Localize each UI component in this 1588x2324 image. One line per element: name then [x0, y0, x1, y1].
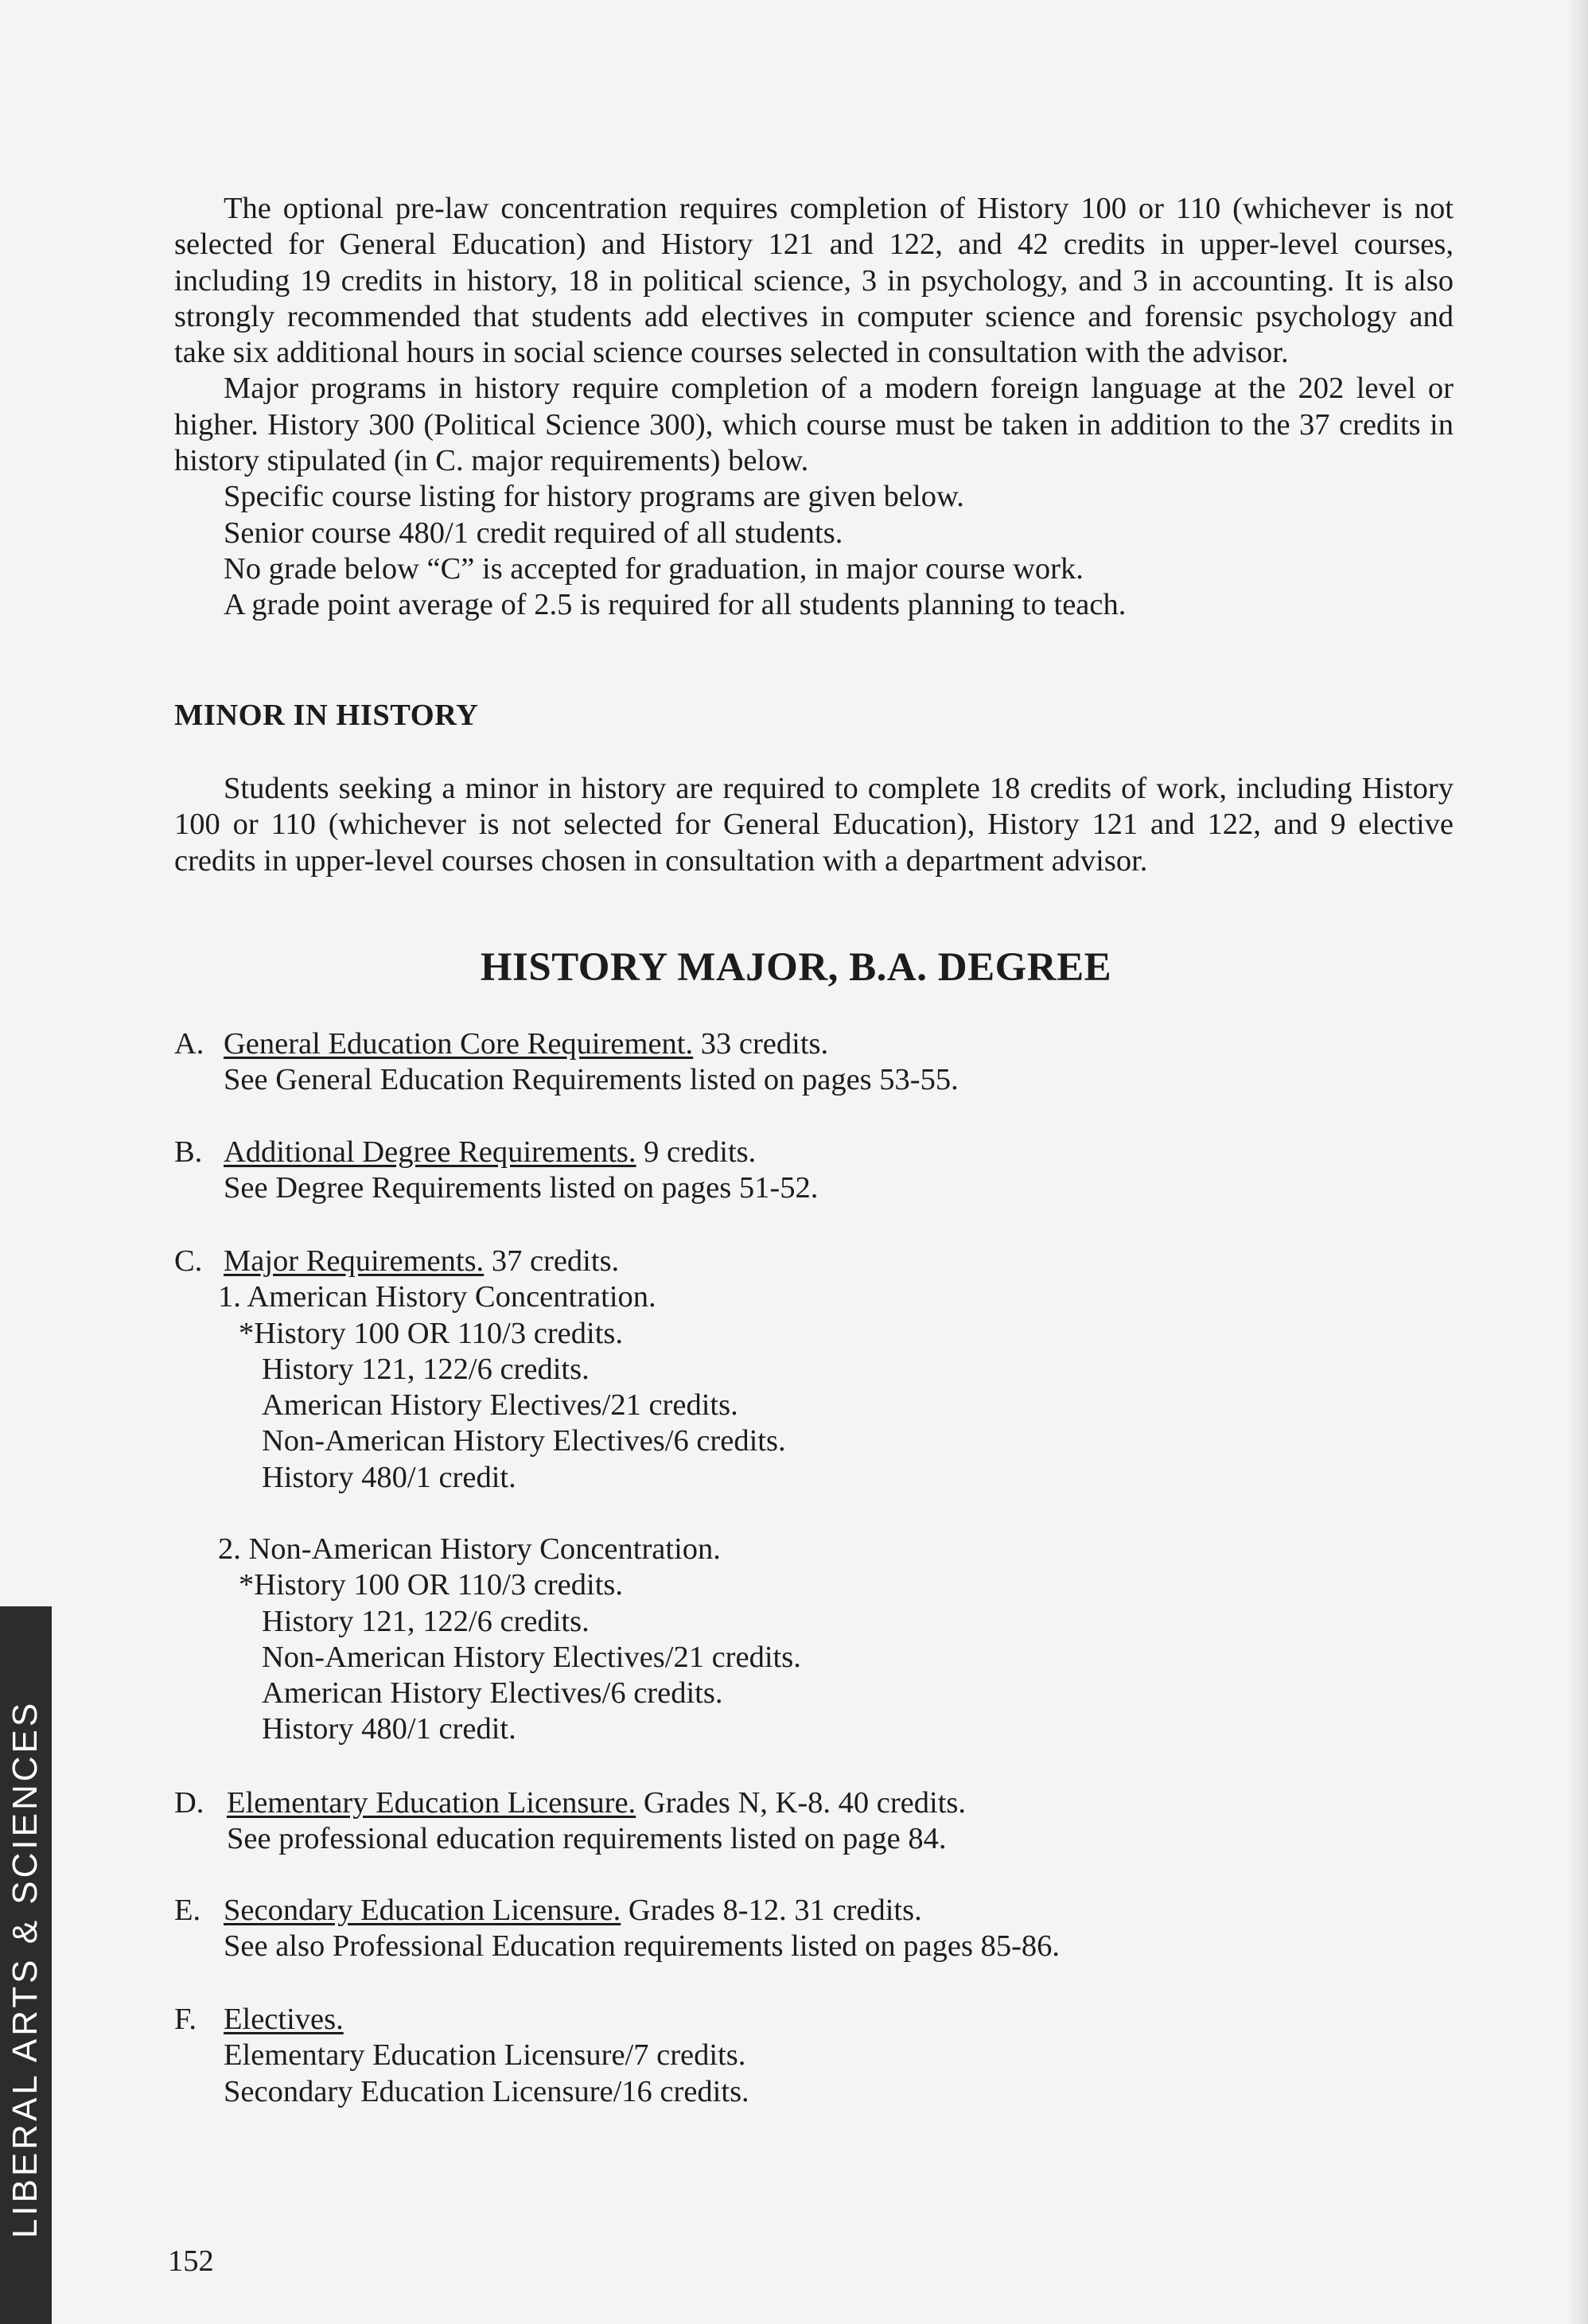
section-note: Elementary Education Licensure/7 credits.: [224, 2038, 746, 2073]
section-credits: 33 credits.: [693, 1027, 829, 1061]
sidebar-label: LIBERAL ARTS & SCIENCES: [6, 1699, 45, 2239]
section-b: [174, 1135, 1454, 1207]
senior-course-line: Senior course 480/1 credit required of all students.: [224, 516, 843, 550]
concentration-item: Non-American History Electives/6 credits.: [262, 1424, 786, 1458]
section-title: Additional Degree Requirements.: [224, 1135, 636, 1169]
major-programs-paragraph: Major programs in history require completion of a modern foreign language at the 202 level or higher. History 300 (Political Science 300), which course must be taken in addition to the 37 credits in history stipulated (in C. major requirements) below.: [174, 372, 1454, 478]
minor-paragraph: Students seeking a minor in history are required to complete 18 credits of work, including History 100 or 110 (whichever is not selected for General Education), History 121 and 122, and 9 elective credits in upper-level courses chosen in consultation with a department advisor.: [174, 772, 1454, 878]
section-letter: D.: [174, 1786, 204, 1820]
section-f: [174, 2002, 1454, 2110]
section-note: See General Education Requirements listed on pages 53-55.: [224, 1063, 959, 1097]
section-note: See also Professional Education requirements listed on pages 85-86.: [224, 1929, 1061, 1964]
section-a: [174, 1026, 1454, 1099]
section-title: Major Requirements.: [224, 1244, 485, 1278]
section-d: [174, 1785, 1454, 1858]
concentration-item: History 480/1 credit.: [262, 1712, 516, 1746]
section-title: General Education Core Requirement.: [224, 1027, 694, 1061]
pre-law-paragraph: The optional pre-law concentration requires completion of History 100 or 110 (whichever is not selected for General Education) and History 121 and 122, and 42 credits in upper-level courses, including 19 credits in history, 18 in political science, 3 in psychology, and 3 in accounting. It is also strongly recommended that students add electives in computer science and forensic psychology and take six additional hours in social science courses selected in consultation with the advisor.: [174, 192, 1454, 370]
section-note: See Degree Requirements listed on pages 51-52.: [224, 1171, 819, 1205]
section-letter: A.: [174, 1027, 204, 1061]
section-letter: B.: [174, 1135, 203, 1169]
section-credits: Grades N, K-8. 40 credits.: [636, 1786, 967, 1820]
concentration-item: *History 100 OR 110/3 credits.: [239, 1316, 623, 1350]
concentration-item: American History Electives/6 credits.: [262, 1676, 723, 1711]
concentration-item: Non-American History Electives/21 credits.: [262, 1640, 801, 1674]
concentration-title: 2. Non-American History Concentration.: [218, 1532, 721, 1566]
section-note: See professional education requirements listed on page 84.: [227, 1822, 947, 1856]
section-note: Secondary Education Licensure/16 credits.: [224, 2074, 749, 2108]
page-number: 152: [168, 2244, 214, 2278]
major-heading: HISTORY MAJOR, B.A. DEGREE: [480, 945, 1112, 990]
section-title: Electives.: [224, 2003, 344, 2036]
minor-heading: MINOR IN HISTORY: [174, 699, 479, 732]
section-c: [174, 1244, 1454, 1496]
concentration-item: History 480/1 credit.: [262, 1460, 516, 1494]
course-listing-line: Specific course listing for history programs are given below.: [224, 480, 964, 514]
section-credits: 9 credits.: [636, 1135, 757, 1169]
concentration-title: 1. American History Concentration.: [218, 1280, 656, 1314]
section-letter: F.: [174, 2003, 197, 2036]
american-concentration: [174, 1279, 1454, 1496]
grade-requirement-line: No grade below “C” is accepted for graduation, in major course work.: [224, 551, 1084, 586]
section-title: Secondary Education Licensure.: [224, 1894, 621, 1927]
non-american-concentration: [174, 1532, 1454, 1748]
section-e: [174, 1893, 1454, 1965]
concentration-item: *History 100 OR 110/3 credits.: [239, 1568, 623, 1602]
section-credits: 37 credits.: [484, 1244, 620, 1278]
section-letter: C.: [174, 1244, 203, 1278]
concentration-item: History 121, 122/6 credits.: [262, 1604, 590, 1638]
concentration-item: History 121, 122/6 credits.: [262, 1352, 590, 1386]
section-letter: E.: [174, 1894, 201, 1927]
gpa-requirement-line: A grade point average of 2.5 is required for all students planning to teach.: [224, 588, 1127, 622]
page-edge-shadow: [1567, 0, 1588, 2324]
intro-text: [174, 191, 1454, 624]
section-title: Elementary Education Licensure.: [227, 1786, 636, 1820]
concentration-item: American History Electives/21 credits.: [262, 1388, 738, 1423]
section-credits: Grades 8-12. 31 credits.: [621, 1894, 922, 1927]
